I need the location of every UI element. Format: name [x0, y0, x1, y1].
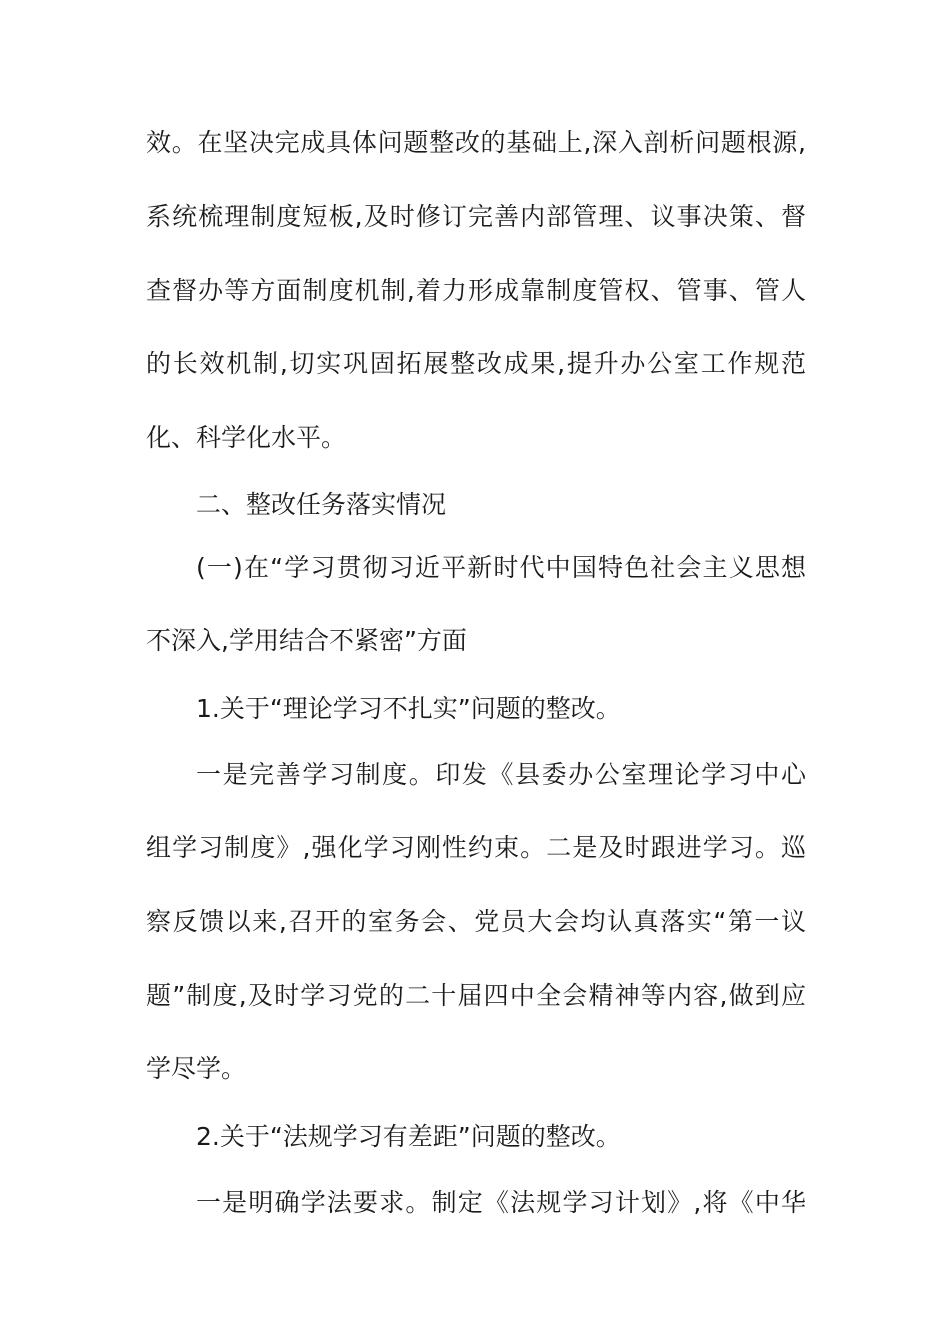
paragraph-line: 系统梳理制度短板,及时修订完善内部管理、议事决策、督 — [146, 202, 806, 231]
paragraph-line: 查督办等方面制度机制,着力形成靠制度管权、管事、管人 — [146, 276, 806, 305]
paragraph-line: 的长效机制,切实巩固拓展整改成果,提升办公室工作规范 — [146, 349, 806, 378]
paragraph-line: 效。在坚决完成具体问题整改的基础上,深入剖析问题根源, — [146, 128, 806, 157]
section-heading: 二、整改任务落实情况 — [196, 490, 447, 519]
paragraph-line: 组学习制度》,强化学习刚性约束。二是及时跟进学习。巡 — [146, 833, 806, 862]
item-heading: 1.关于“理论学习不扎实”问题的整改。 — [196, 694, 621, 723]
paragraph-line: 一是完善学习制度。印发《县委办公室理论学习中心 — [196, 760, 806, 789]
paragraph-line: 一是明确学法要求。制定《法规学习计划》,将《中华 — [196, 1188, 806, 1217]
item-heading: 2.关于“法规学习有差距”问题的整改。 — [196, 1122, 621, 1151]
paragraph-line: 察反馈以来,召开的室务会、党员大会均认真落实“第一议 — [146, 907, 806, 936]
subsection-heading-cont: 不深入,学用结合不紧密”方面 — [146, 626, 467, 655]
paragraph-line: 学尽学。 — [146, 1054, 247, 1083]
subsection-heading: (一)在“学习贯彻习近平新时代中国特色社会主义思想 — [196, 553, 806, 582]
paragraph-line: 题”制度,及时学习党的二十届四中全会精神等内容,做到应 — [146, 981, 806, 1010]
paragraph-line: 化、科学化水平。 — [146, 423, 347, 452]
